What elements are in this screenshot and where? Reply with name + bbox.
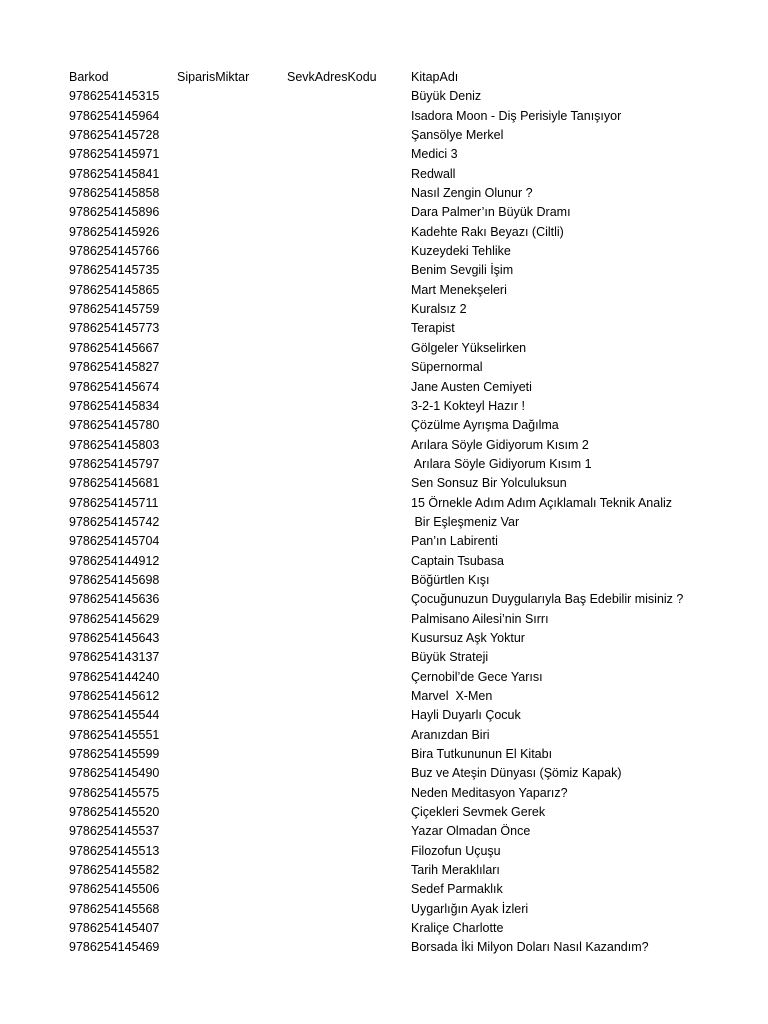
table-row: [0, 919, 768, 938]
table-row: [0, 87, 768, 106]
kitap-adi-cell: Arılara Söyle Gidiyorum Kısım 2: [411, 437, 589, 452]
kitap-adi-cell: Kraliçe Charlotte: [411, 921, 504, 936]
barkod-cell: 9786254145520: [69, 805, 160, 820]
barkod-cell: 9786254145407: [69, 921, 160, 936]
table-row: [0, 648, 768, 667]
table-row: [0, 552, 768, 571]
header-row: [0, 68, 768, 87]
table-row: [0, 822, 768, 841]
header-siparis-miktar: SiparisMiktar: [177, 70, 250, 84]
table-row: [0, 281, 768, 300]
table-row: [0, 165, 768, 184]
table-row: [0, 126, 768, 145]
table-row: [0, 378, 768, 397]
kitap-adi-cell: Hayli Duyarlı Çocuk: [411, 708, 521, 723]
table-row: [0, 319, 768, 338]
kitap-adi-cell: Büyük Strateji: [411, 650, 489, 665]
kitap-adi-cell: Pan’ın Labirenti: [411, 534, 498, 549]
kitap-adi-cell: Benim Sevgili İşim: [411, 263, 514, 278]
barkod-cell: 9786254145575: [69, 785, 160, 800]
kitap-adi-cell: Terapist: [411, 321, 455, 336]
barkod-cell: 9786254145490: [69, 766, 160, 781]
kitap-adi-cell: Sedef Parmaklık: [411, 882, 503, 897]
kitap-adi-cell: Marvel X-Men: [411, 689, 493, 703]
barkod-cell: 9786254145636: [69, 592, 160, 607]
table-row: [0, 455, 768, 474]
kitap-adi-cell: Dara Palmer’ın Büyük Dramı: [411, 205, 571, 220]
barkod-cell: 9786254145797: [69, 456, 160, 471]
header-barkod: Barkod: [69, 70, 109, 84]
table-row: [0, 397, 768, 416]
barkod-cell: 9786254145681: [69, 476, 160, 491]
table-row: [0, 474, 768, 493]
table-row: [0, 784, 768, 803]
spreadsheet: [0, 68, 768, 958]
kitap-adi-cell: Böğürtlen Kışı: [411, 572, 490, 587]
kitap-adi-cell: Çernobil’de Gece Yarısı: [411, 669, 543, 684]
kitap-adi-cell: Aranızdan Biri: [411, 727, 490, 742]
table-row: [0, 513, 768, 532]
barkod-cell: 9786254145858: [69, 186, 160, 201]
barkod-cell: 9786254144240: [69, 669, 160, 684]
kitap-adi-cell: Filozofun Uçuşu: [411, 843, 501, 858]
barkod-cell: 9786254145544: [69, 708, 160, 723]
kitap-adi-cell: Büyük Deniz: [411, 89, 482, 104]
barkod-cell: 9786254144912: [69, 553, 160, 568]
barkod-cell: 9786254145865: [69, 282, 160, 297]
kitap-adi-cell: Şansölye Merkel: [411, 128, 504, 143]
table-row: [0, 107, 768, 126]
kitap-adi-cell: 3-2-1 Kokteyl Hazır !: [411, 398, 525, 413]
kitap-adi-cell: 15 Örnekle Adım Adım Açıklamalı Teknik Analiz: [411, 495, 673, 510]
barkod-cell: 9786254145766: [69, 244, 160, 259]
barkod-cell: 9786254145643: [69, 630, 160, 645]
kitap-adi-cell: Neden Meditasyon Yaparız?: [411, 785, 568, 800]
barkod-cell: 9786254145704: [69, 534, 160, 549]
kitap-adi-cell: Yazar Olmadan Önce: [411, 824, 531, 839]
barkod-cell: 9786254145513: [69, 843, 160, 858]
barkod-cell: 9786254145698: [69, 572, 160, 587]
table-row: [0, 861, 768, 880]
table-row: [0, 842, 768, 861]
table-row: [0, 184, 768, 203]
kitap-adi-cell: Sen Sonsuz Bir Yolculuksun: [411, 476, 567, 491]
kitap-adi-cell: Isadora Moon - Diş Perisiyle Tanışıyor: [411, 108, 622, 123]
kitap-adi-cell: Captain Tsubasa: [411, 553, 504, 568]
barkod-cell: 9786254145599: [69, 747, 160, 762]
table-row: [0, 339, 768, 358]
barkod-cell: 9786254145537: [69, 824, 160, 839]
barkod-cell: 9786254145469: [69, 940, 160, 955]
header-sevk-adres-kodu: SevkAdresKodu: [287, 70, 377, 84]
barkod-cell: 9786254145742: [69, 514, 160, 529]
table-row: [0, 900, 768, 919]
table-row: [0, 532, 768, 551]
kitap-adi-cell: Jane Austen Cemiyeti: [411, 379, 532, 394]
kitap-adi-cell: Bira Tutkununun El Kitabı: [411, 747, 553, 762]
table-row: [0, 803, 768, 822]
barkod-cell: 9786254145780: [69, 418, 160, 433]
table-row: [0, 358, 768, 377]
barkod-cell: 9786254145629: [69, 611, 160, 626]
table-row: [0, 687, 768, 706]
barkod-cell: 9786254145551: [69, 727, 160, 742]
barkod-cell: 9786254145568: [69, 901, 160, 916]
barkod-cell: 9786254145728: [69, 128, 160, 143]
barkod-cell: 9786254145667: [69, 340, 160, 355]
barkod-cell: 9786254145841: [69, 166, 160, 181]
kitap-adi-cell: Buz ve Ateşin Dünyası (Şömiz Kapak): [411, 766, 622, 781]
table-row: [0, 494, 768, 513]
table-row: [0, 145, 768, 164]
kitap-adi-cell: Palmisano Ailesi’nin Sırrı: [411, 611, 549, 626]
kitap-adi-cell: Borsada İki Milyon Doları Nasıl Kazandım?: [411, 940, 649, 955]
table-row: [0, 242, 768, 261]
table-body: [0, 87, 768, 957]
barkod-cell: 9786254145964: [69, 108, 160, 123]
barkod-cell: 9786254145735: [69, 263, 160, 278]
table-row: [0, 629, 768, 648]
barkod-cell: 9786254145582: [69, 863, 160, 878]
table-row: [0, 706, 768, 725]
kitap-adi-cell: Tarih Meraklıları: [411, 863, 500, 878]
kitap-adi-cell: Mart Menekşeleri: [411, 282, 507, 297]
kitap-adi-cell: Nasıl Zengin Olunur ?: [411, 186, 533, 201]
kitap-adi-cell: Kadehte Rakı Beyazı (Ciltli): [411, 224, 564, 239]
table-row: [0, 223, 768, 242]
table-row: [0, 745, 768, 764]
kitap-adi-cell: Gölgeler Yükselirken: [411, 340, 527, 355]
table-row: [0, 261, 768, 280]
barkod-cell: 9786254145711: [69, 495, 159, 510]
barkod-cell: 9786254145896: [69, 205, 160, 220]
kitap-adi-cell: Arılara Söyle Gidiyorum Kısım 1: [411, 456, 592, 471]
kitap-adi-cell: Çocuğunuzun Duygularıyla Baş Edebilir misiniz ?: [411, 592, 684, 607]
kitap-adi-cell: Medici 3: [411, 147, 458, 162]
table-row: [0, 938, 768, 957]
table-row: [0, 764, 768, 783]
table-row: [0, 590, 768, 609]
barkod-cell: 9786254145773: [69, 321, 160, 336]
kitap-adi-cell: Kuzeydeki Tehlike: [411, 244, 511, 259]
barkod-cell: 9786254145971: [69, 147, 160, 162]
barkod-cell: 9786254145674: [69, 379, 160, 394]
table-row: [0, 203, 768, 222]
barkod-cell: 9786254145926: [69, 224, 160, 239]
table-row: [0, 880, 768, 899]
barkod-cell: 9786254143137: [69, 650, 160, 665]
kitap-adi-cell: Çiçekleri Sevmek Gerek: [411, 805, 546, 820]
table-row: [0, 416, 768, 435]
table-row: [0, 436, 768, 455]
barkod-cell: 9786254145827: [69, 360, 160, 375]
kitap-adi-cell: Çözülme Ayrışma Dağılma: [411, 418, 559, 433]
kitap-adi-cell: Süpernormal: [411, 360, 483, 375]
kitap-adi-cell: Bir Eşleşmeniz Var: [411, 514, 520, 529]
kitap-adi-cell: Redwall: [411, 166, 456, 181]
table-row: [0, 300, 768, 319]
kitap-adi-cell: Uygarlığın Ayak İzleri: [411, 901, 529, 916]
table-row: [0, 726, 768, 745]
table-row: [0, 610, 768, 629]
kitap-adi-cell: Kuralsız 2: [411, 302, 467, 317]
barkod-cell: 9786254145612: [69, 689, 160, 703]
kitap-adi-cell: Kusursuz Aşk Yoktur: [411, 630, 525, 645]
barkod-cell: 9786254145803: [69, 437, 160, 452]
barkod-cell: 9786254145506: [69, 882, 160, 897]
table-row: [0, 668, 768, 687]
barkod-cell: 9786254145834: [69, 398, 160, 413]
barkod-cell: 9786254145759: [69, 302, 160, 317]
table-row: [0, 571, 768, 590]
header-kitap-adi: KitapAdı: [411, 70, 459, 84]
barkod-cell: 9786254145315: [69, 89, 160, 104]
